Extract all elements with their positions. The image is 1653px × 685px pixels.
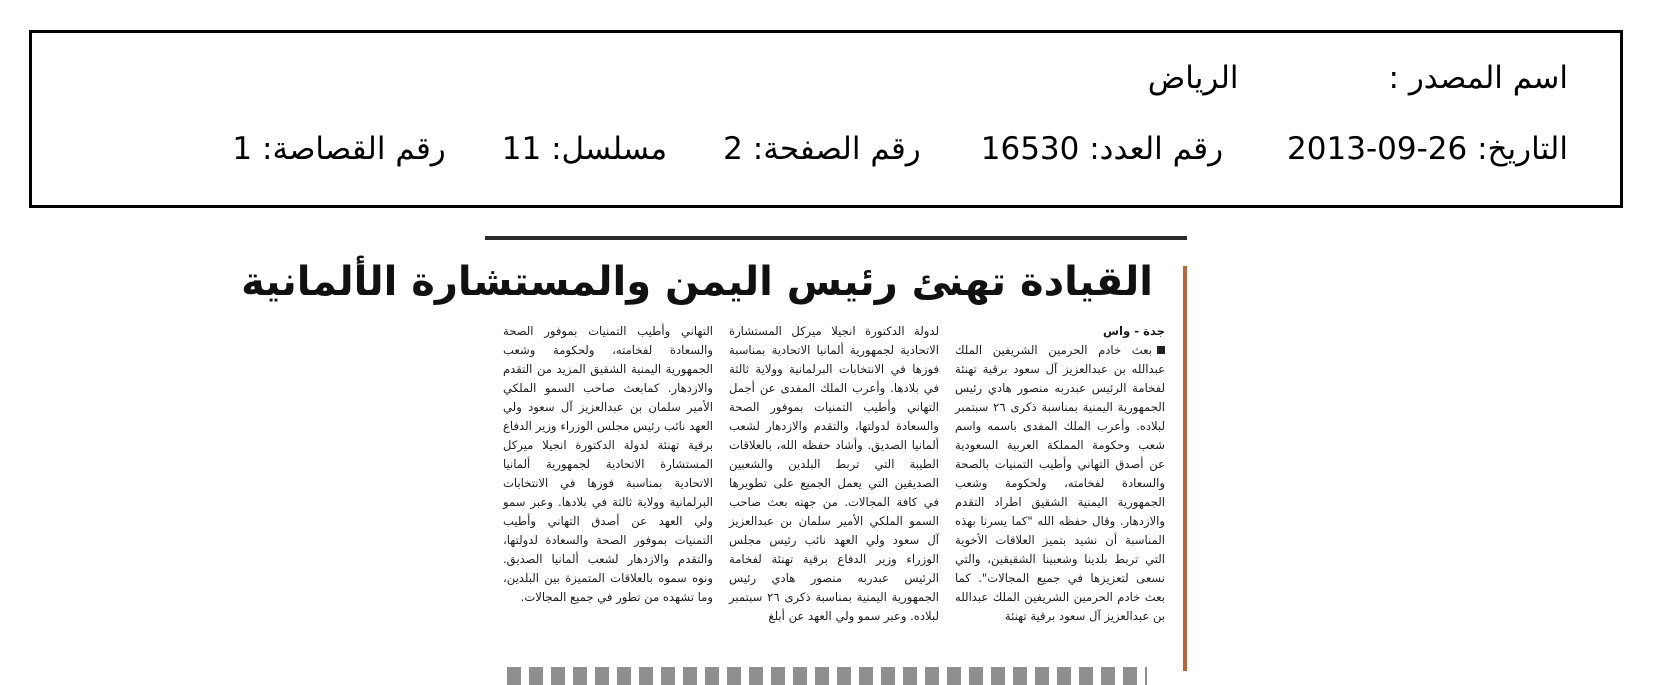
- column-3-text: التهاني وأطيب التمنيات بموفور الصحة والسعادة لفخامته، ولحكومة وشعب الجمهورية اليمنية الشقيق المزيد من التقدم والازدهار. كمابعث صاحب السمو الملكي الأمير سلمان بن عبدالعزيز آل سعود ولي العهد نائب رئيس مجلس الوزراء وزير الدفاع برقية تهنئة لدولة الدكتورة انجيلا ميركل المستشارة الاتحادية لجمهورية ألمانيا الاتحادية بمناسبة فوزها في الانتخابات البرلمانية وولاية ثالثة في بلادها. وعبر سمو ولي العهد عن أصدق التهاني وأطيب التمنيات بموفور الصحة والسعادة لدولتها، والتقدم والازدهار لشعب ألمانيا الصديق. ونوه سموه بالعلاقات المتميزة بين البلدين، وما تشهده من تطور في جميع المجالات.: [503, 324, 713, 604]
- article-column-2: [729, 322, 939, 626]
- article-column-3: [503, 322, 713, 607]
- serial-value: 11: [501, 131, 542, 167]
- date-label: التاريخ:: [1477, 131, 1568, 167]
- date-value: 2013-09-26: [1287, 131, 1468, 167]
- article-column-1: [955, 322, 1165, 626]
- page-value: 2: [723, 131, 743, 167]
- source-line: [1148, 58, 1568, 98]
- column-1-text: بعث خادم الحرمين الشريفين الملك عبدالله بن عبدالعزيز آل سعود برقية تهنئة لفخامة الرئيس عبدربه منصور هادي رئيس الجمهورية اليمنية بمناسبة ذكرى ٢٦ سبتمبر لبلاده. وأعرب الملك المفدى باسمه واسم شعب وحكومة المملكة العربية السعودية عن أصدق التهاني وأطيب التمنيات بالصحة والسعادة لفخامته، ولحكومة وشعب الجمهورية اليمنية الشقيق اطراد التقدم والازدهار. وقال حفظه الله "كما يسرنا بهذه المناسبة أن نشيد بتميز العلاقات الأخوية التي تربط بلدينا وشعبينا الشقيقين، والتي نسعى لتعزيزها في جميع المجالات". كما بعث خادم الحرمين الشريفين الملك عبدالله بن عبدالعزيز آل سعود برقية تهنئة: [955, 343, 1165, 623]
- clipping-top-rule: [485, 236, 1187, 240]
- article-dateline: جدة - واس: [1103, 324, 1165, 338]
- source-label: اسم المصدر :: [1388, 60, 1568, 96]
- article-headline: القيادة تهنئ رئيس اليمن والمستشارة الألمانية: [241, 259, 1153, 305]
- issue-label: رقم العدد:: [1089, 131, 1224, 167]
- clip-number-value: 1: [232, 131, 253, 167]
- metadata-line: [232, 129, 1568, 169]
- issue-value: 16530: [980, 131, 1080, 167]
- serial-label: مسلسل:: [551, 131, 668, 167]
- bullet-icon: [1157, 346, 1165, 354]
- source-value: الرياض: [1147, 60, 1239, 96]
- page-label: رقم الصفحة:: [752, 131, 921, 167]
- newspaper-clipping: [241, 236, 1187, 671]
- next-headline-fragment: [507, 667, 1147, 685]
- column-2-text: لدولة الدكتورة انجيلا ميركل المستشارة الاتحادية لجمهورية ألمانيا الاتحادية بمناسبة فوزها في الانتخابات البرلمانية وولاية ثالثة في بلادها. وأعرب الملك المفدى عن أجمل التهاني وأطيب التمنيات بموفور الصحة والسعادة لدولتها، والتقدم والازدهار لشعب ألمانيا الصديق. وأشاد حفظه الله، بالعلاقات الطيبة التي تربط البلدين والشعبين الصديقين التي يعمل الجميع على تطويرها في كافة المجالات. من جهته بعث صاحب السمو الملكي الأمير سلمان بن عبدالعزيز آل سعود ولي العهد نائب رئيس مجلس الوزراء وزير الدفاع برقية تهنئة لفخامة الرئيس عبدربه منصور هادي رئيس الجمهورية اليمنية بمناسبة ذكرى ٢٦ سبتمبر لبلاده. وعبر سمو ولي العهد عن أبلغ: [729, 324, 939, 623]
- clip-number-label: رقم القصاصة:: [262, 131, 446, 167]
- clipping-info-box: [29, 30, 1623, 208]
- clipping-side-rule: [1183, 266, 1187, 671]
